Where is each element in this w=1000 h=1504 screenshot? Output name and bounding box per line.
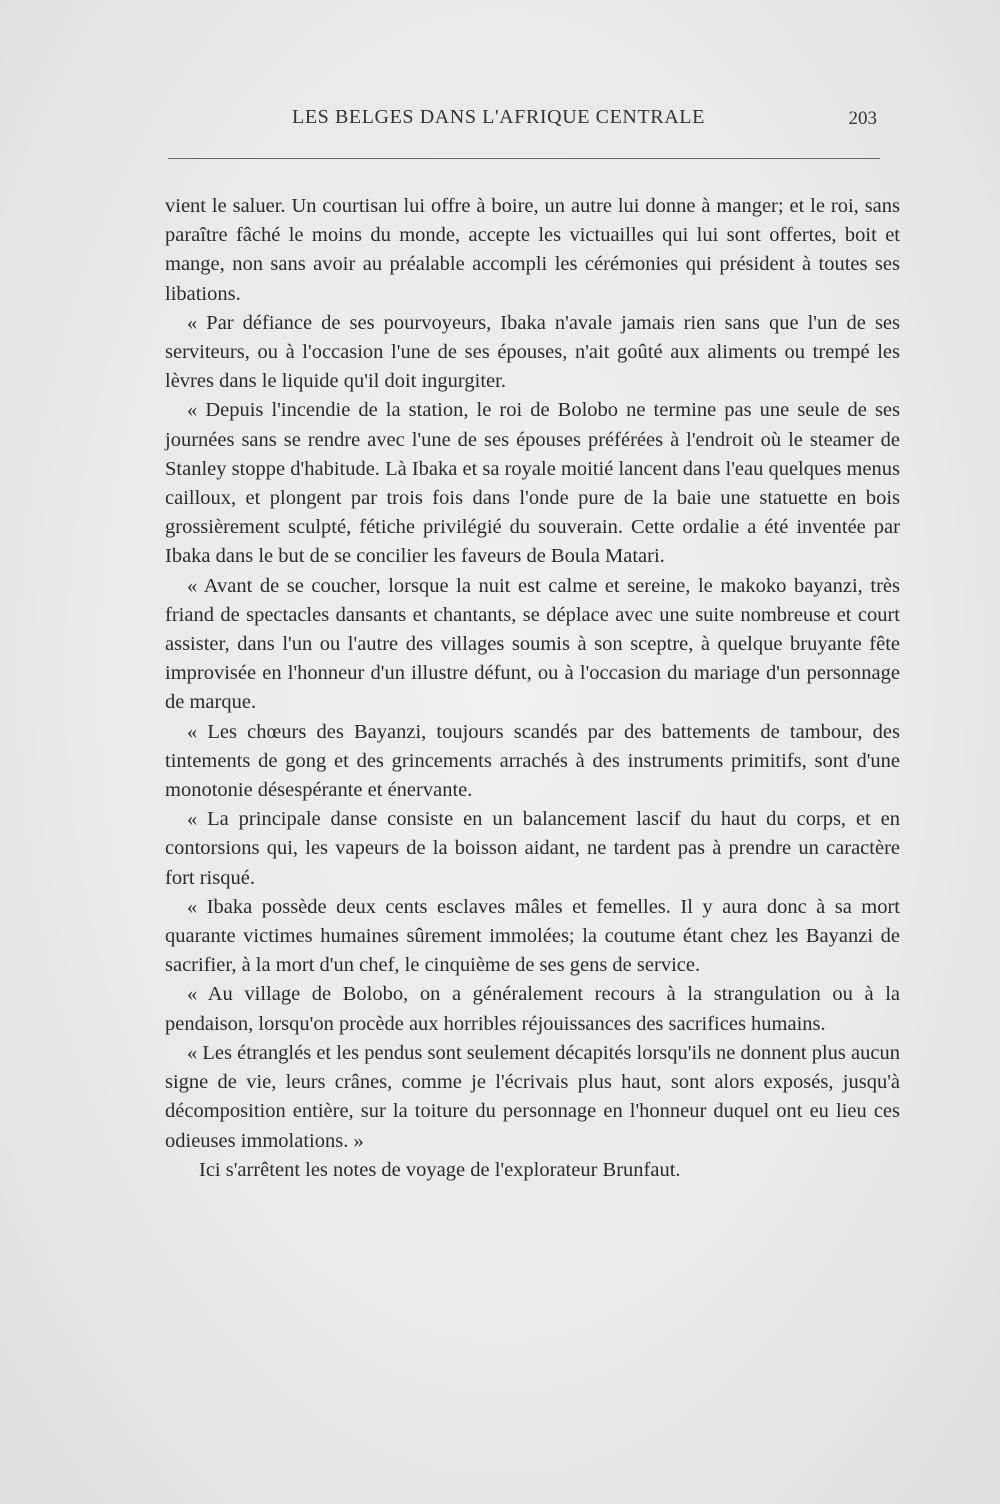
paragraph-quote: « Les chœurs des Bayanzi, toujours scandés par des battements de tambour, des tintements de gong et des grincements arrachés à des instruments primitifs, sont d'une monotonie désespérante et énervante.	[165, 720, 900, 802]
paragraph-quote: « Depuis l'incendie de la station, le roi de Bolobo ne termine pas une seule de ses journées sans se rendre avec l'une de ses épouses préférées à l'endroit où le steamer de Stanley stoppe d'habitude. Là Ibaka et sa royale moitié lancent dans l'eau quelques menus cailloux, et plongent par trois fois dans l'onde pure de la baie une statuette en bois grossièrement sculpté, fétiche privilégié du souverain. Cette ordalie a été inventée par Ibaka dans le but de se concilier les faveurs de Boula Matari.	[165, 399, 900, 568]
page-number: 203	[848, 108, 877, 129]
paragraph-quote: « Avant de se coucher, lorsque la nuit est calme et sereine, le makoko bayanzi, très friand de spectacles dansants et chantants, se déplace avec une suite nombreuse et court assister, dans l'un ou l'autre des villages soumis à son sceptre, à quelque bruyante fête improvisée en l'honneur d'un illustre défunt, ou à l'occasion du mariage d'un personnage de marque.	[165, 574, 900, 714]
running-title: LES BELGES DANS L'AFRIQUE CENTRALE	[292, 106, 705, 128]
closing-line: Ici s'arrêtent les notes de voyage de l'explorateur Brunfaut.	[199, 1158, 681, 1181]
body-text	[165, 192, 900, 1185]
paragraph-quote: « La principale danse consiste en un balancement lascif du haut du corps, et en contorsions qui, les vapeurs de la boisson aidant, ne tardent pas à prendre un caractère fort risqué.	[165, 808, 900, 889]
running-head	[160, 106, 885, 140]
header-rule	[168, 158, 880, 159]
paragraph-continuation: vient le saluer. Un courtisan lui offre à boire, un autre lui donne à manger; et le roi, sans paraître fâché le moins du monde, accepte les victuailles qui lui sont offertes, boit et mange, non sans avoir au préalable accompli les cérémonies qui président à toutes ses libations.	[165, 195, 900, 305]
paragraph-quote: « Les étranglés et les pendus sont seulement décapités lorsqu'ils ne donnent plus aucun signe de vie, leurs crânes, comme je l'écrivais plus haut, sont alors exposés, jusqu'à décomposition entière, sur la toiture du personnage en l'honneur duquel ont eu lieu ces odieuses immolations. »	[165, 1041, 900, 1152]
paragraph-quote: « Par défiance de ses pourvoyeurs, Ibaka n'avale jamais rien sans que l'un de ses serviteurs, ou à l'occasion l'une de ses épouses, n'ait goûté aux aliments ou trempé les lèvres dans le liquide qu'il doit ingurgiter.	[165, 311, 900, 393]
paragraph-quote: « Au village de Bolobo, on a généralement recours à la strangulation ou à la pendaison, lorsqu'on procède aux horribles réjouissances des sacrifices humains.	[165, 983, 900, 1035]
paragraph-quote: « Ibaka possède deux cents esclaves mâles et femelles. Il y aura donc à sa mort quarante victimes humaines sûrement immolées; la coutume étant chez les Bayanzi de sacrifier, à la mort d'un chef, le cinquième de ses gens de service.	[165, 895, 900, 977]
